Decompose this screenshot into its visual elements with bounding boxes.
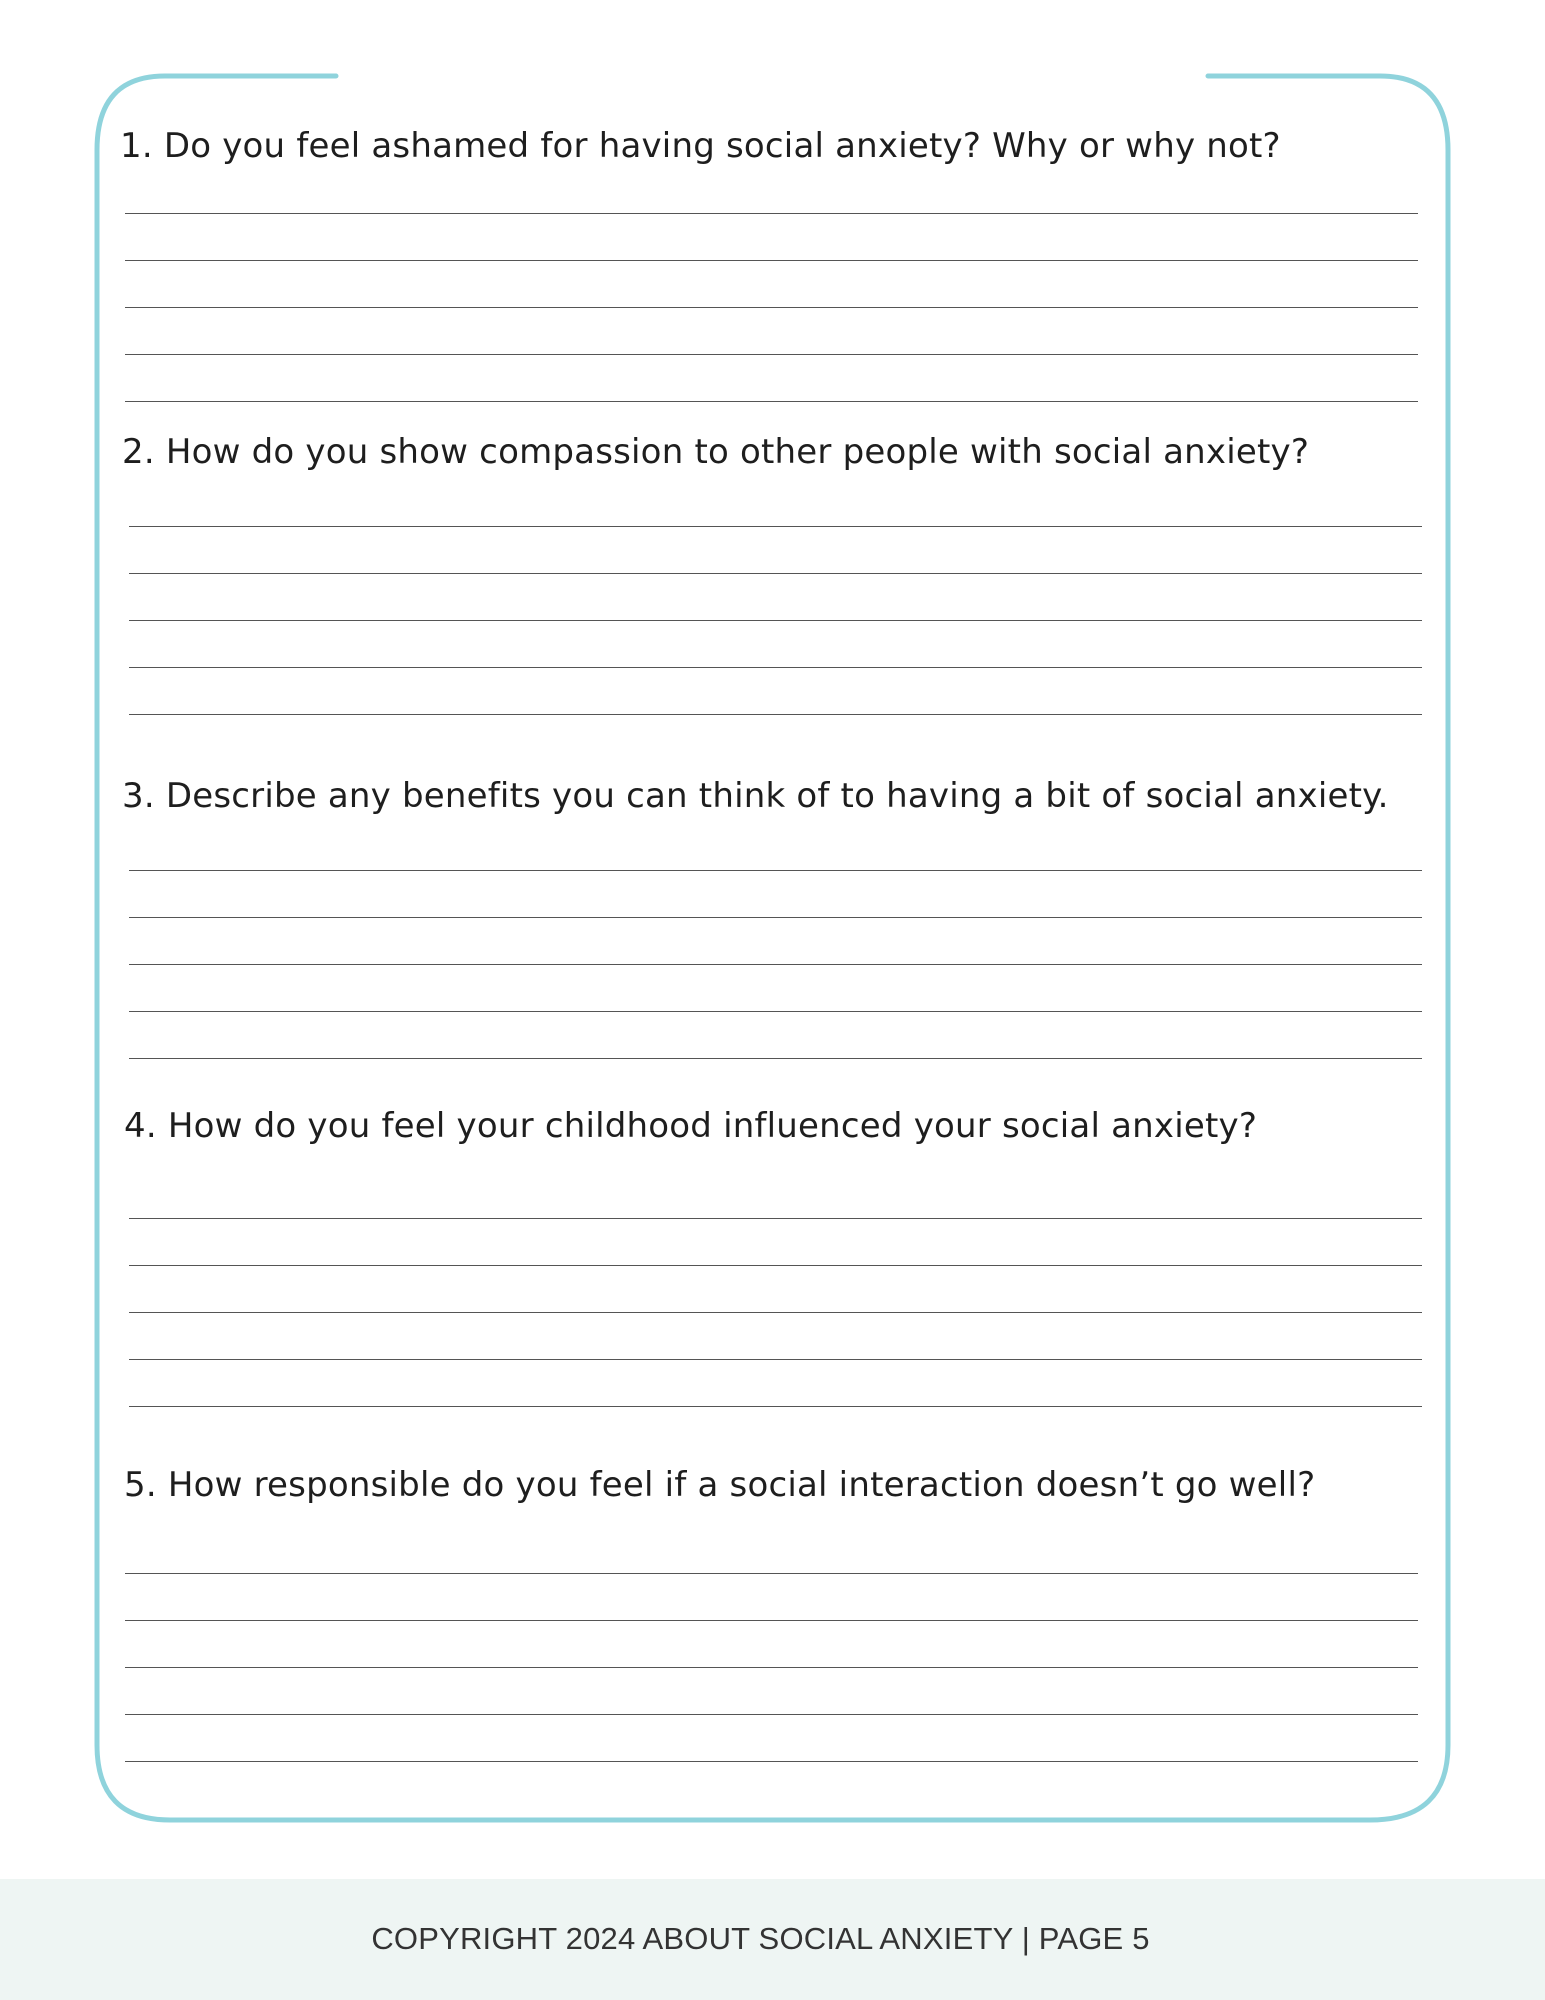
answer-line bbox=[125, 1761, 1418, 1762]
answer-line bbox=[129, 620, 1422, 621]
answer-line bbox=[125, 401, 1418, 402]
answer-lines-2[interactable] bbox=[129, 526, 1422, 716]
answer-line bbox=[125, 1667, 1418, 1668]
answer-line bbox=[129, 1312, 1422, 1313]
question-3-text: 3. Describe any benefits you can think of to having a bit of social anxiety. bbox=[122, 776, 1389, 816]
answer-line bbox=[129, 1359, 1422, 1360]
answer-line bbox=[129, 1218, 1422, 1219]
answer-lines-3[interactable] bbox=[129, 870, 1422, 1060]
answer-lines-4[interactable] bbox=[129, 1218, 1422, 1408]
answer-line bbox=[129, 1011, 1422, 1012]
question-4-text: 4. How do you feel your childhood influenced your social anxiety? bbox=[124, 1106, 1258, 1146]
answer-line bbox=[125, 1573, 1418, 1574]
answer-line bbox=[129, 667, 1422, 668]
answer-line bbox=[125, 1620, 1418, 1621]
answer-line bbox=[129, 1058, 1422, 1059]
answer-line bbox=[129, 526, 1422, 527]
answer-lines-1[interactable] bbox=[125, 213, 1418, 403]
answer-line bbox=[125, 354, 1418, 355]
answer-line bbox=[129, 573, 1422, 574]
answer-line bbox=[129, 714, 1422, 715]
question-1-text: 1. Do you feel ashamed for having social anxiety? Why or why not? bbox=[120, 126, 1281, 166]
page-footer bbox=[0, 1879, 1545, 2000]
question-2-text: 2. How do you show compassion to other people with social anxiety? bbox=[122, 432, 1310, 472]
answer-line bbox=[129, 1265, 1422, 1266]
answer-line bbox=[129, 917, 1422, 918]
answer-lines-5[interactable] bbox=[125, 1573, 1418, 1763]
answer-line bbox=[129, 1406, 1422, 1407]
answer-line bbox=[125, 1714, 1418, 1715]
footer-copyright-text: COPYRIGHT 2024 ABOUT SOCIAL ANXIETY | PAGE 5 bbox=[371, 1921, 1150, 1956]
answer-line bbox=[125, 213, 1418, 214]
answer-line bbox=[125, 260, 1418, 261]
answer-line bbox=[125, 307, 1418, 308]
answer-line bbox=[129, 964, 1422, 965]
answer-line bbox=[129, 870, 1422, 871]
question-5-text: 5. How responsible do you feel if a social interaction doesn’t go well? bbox=[124, 1465, 1316, 1505]
